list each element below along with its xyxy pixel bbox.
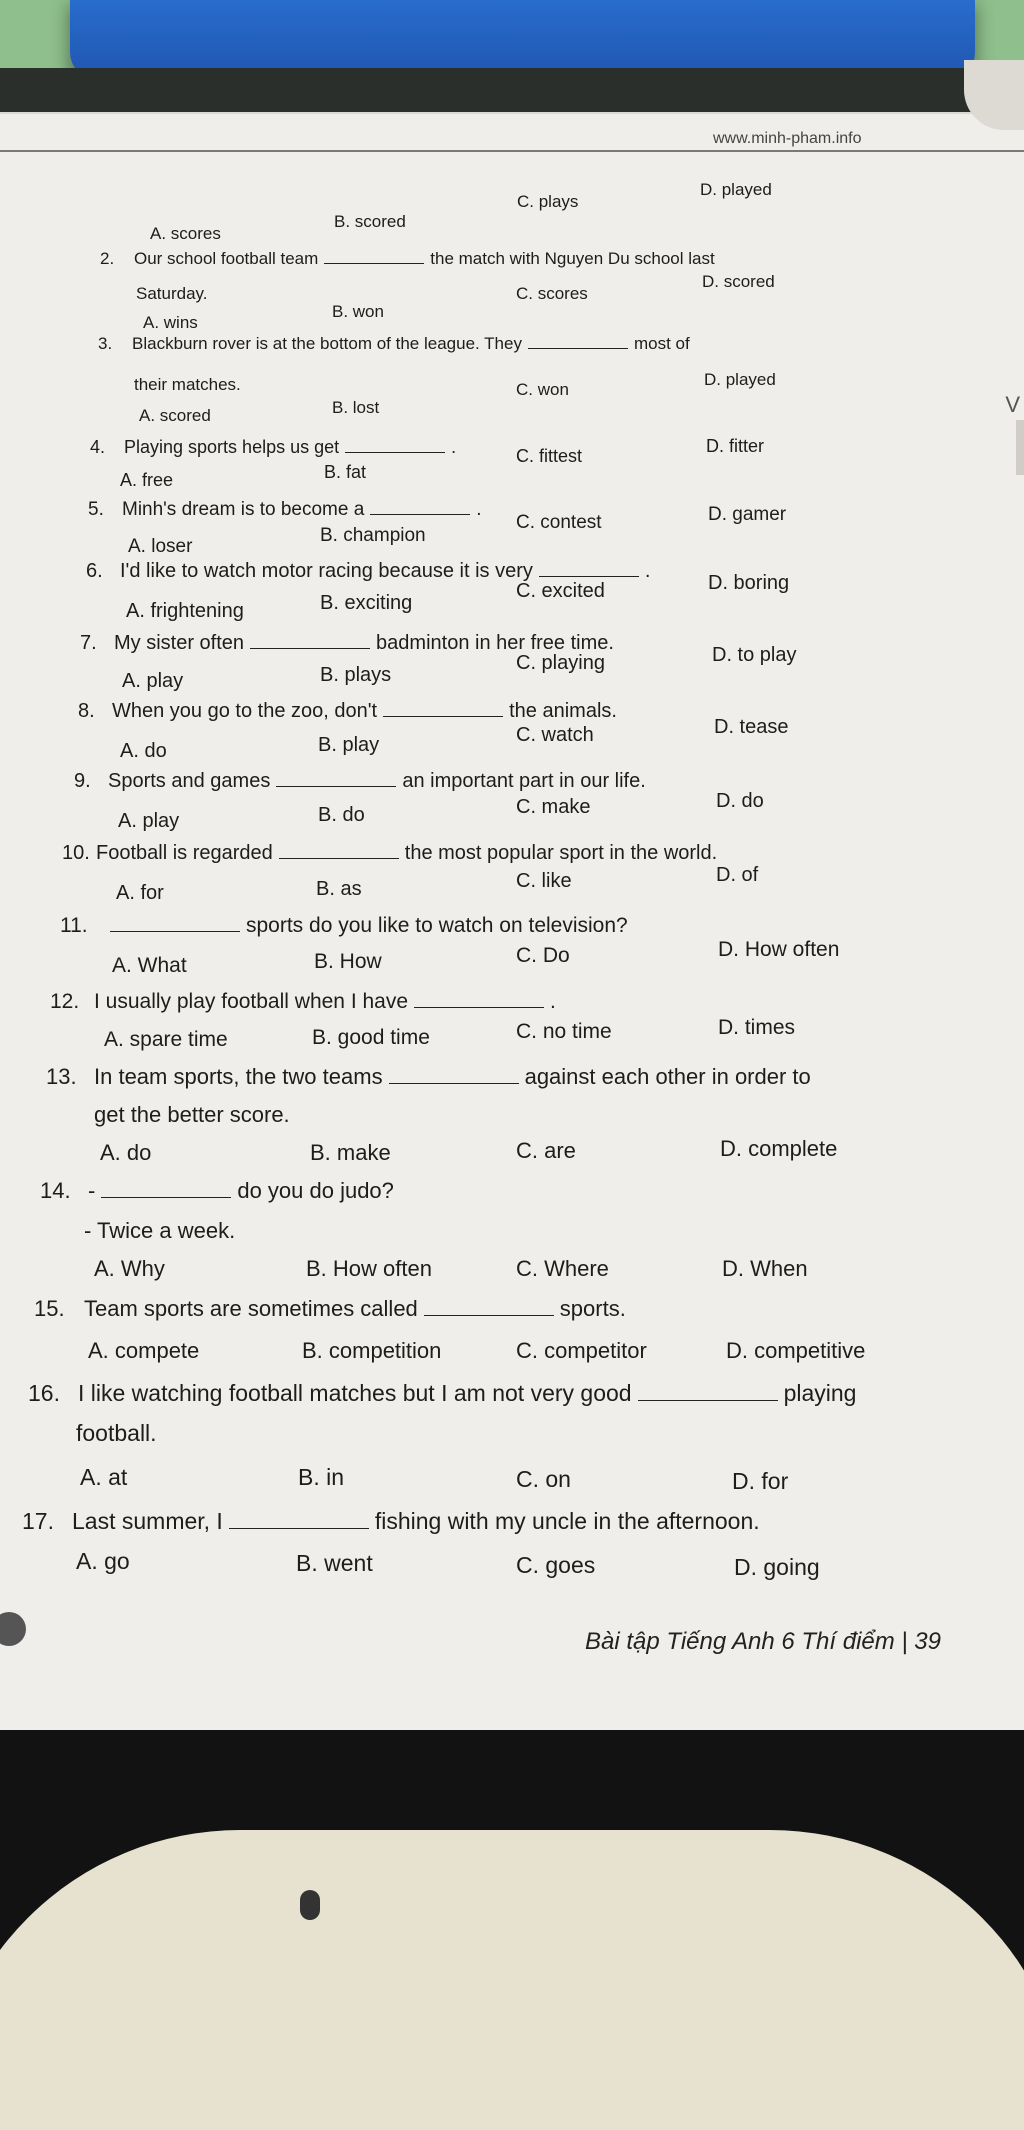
question-2-cont: Saturday.	[136, 284, 208, 303]
q13-option-d: D. complete	[720, 1136, 838, 1161]
q10-option-a: A. for	[116, 882, 164, 904]
q5-option-c: C. contest	[516, 512, 602, 533]
q2-option-d: D. scored	[702, 272, 775, 291]
q4-option-c: C. fittest	[516, 446, 583, 466]
page-footer: Bài tập Tiếng Anh 6 Thí điểm | 39	[585, 1628, 942, 1655]
q8-option-d: D. tease	[714, 716, 789, 738]
q11-option-d: D. How often	[718, 938, 840, 961]
q1-option-c: C. plays	[517, 192, 579, 211]
question-3: 3. Blackburn rover is at the bottom of the league. They most of	[98, 334, 690, 353]
q13-option-a: A. do	[100, 1140, 152, 1165]
q7-option-a: A. play	[122, 670, 184, 692]
q6-option-a: A. frightening	[126, 600, 244, 622]
q3-option-c: C. won	[516, 380, 569, 399]
q7-option-d: D. to play	[712, 644, 797, 666]
q15-option-b: B. competition	[302, 1338, 442, 1363]
question-15: 15. Team sports are sometimes called sports.	[34, 1296, 626, 1321]
header-rule	[0, 150, 1024, 152]
q15-option-d: D. competitive	[726, 1338, 866, 1363]
answer-blank[interactable]	[276, 770, 396, 787]
question-12: 12. I usually play football when I have .	[50, 990, 556, 1013]
answer-blank[interactable]	[110, 915, 240, 932]
q1-option-b: B. scored	[334, 212, 406, 231]
answer-blank[interactable]	[539, 560, 639, 577]
q15-option-a: A. compete	[88, 1338, 200, 1363]
q10-option-c: C. like	[516, 870, 572, 892]
q5-option-a: A. loser	[128, 536, 193, 557]
q6-option-d: D. boring	[708, 572, 790, 594]
q5-option-b: B. champion	[320, 525, 426, 546]
question-2: 2. Our school football team the match with Nguyen Du school last	[100, 249, 715, 268]
q17-option-a: A. go	[76, 1548, 130, 1574]
answer-blank[interactable]	[638, 1384, 778, 1401]
q1-option-a: A. scores	[150, 224, 221, 243]
q10-option-b: B. as	[316, 878, 362, 900]
q3-option-b: B. lost	[332, 398, 380, 417]
q16-option-d: D. for	[732, 1468, 789, 1494]
q12-option-c: C. no time	[516, 1020, 612, 1043]
answer-blank[interactable]	[250, 632, 370, 649]
question-4: 4. Playing sports helps us get .	[90, 437, 457, 457]
question-11: 11. sports do you like to watch on television?	[60, 914, 628, 937]
q17-option-d: D. going	[734, 1554, 820, 1580]
q3-option-d: D. played	[704, 370, 776, 389]
q14-option-d: D. When	[722, 1256, 808, 1281]
answer-blank[interactable]	[345, 436, 445, 453]
q11-option-c: C. Do	[516, 944, 570, 967]
cloth-surface	[0, 1830, 1024, 2130]
question-8: 8. When you go to the zoo, don't the animals.	[78, 700, 617, 722]
q16-option-b: B. in	[298, 1464, 345, 1490]
q2-option-b: B. won	[332, 302, 384, 321]
answer-blank[interactable]	[383, 700, 503, 717]
q9-option-c: C. make	[516, 796, 591, 818]
q4-option-b: B. fat	[324, 462, 367, 482]
answer-blank[interactable]	[101, 1181, 231, 1198]
q12-option-d: D. times	[718, 1016, 796, 1039]
q8-option-a: A. do	[120, 740, 167, 762]
q13-option-c: C. are	[516, 1138, 576, 1163]
website-label: www.minh-pham.info	[713, 130, 862, 147]
q5-option-d: D. gamer	[708, 504, 787, 525]
question-16-cont: football.	[76, 1420, 157, 1446]
q11-option-b: B. How	[314, 950, 382, 973]
q16-option-a: A. at	[80, 1464, 128, 1490]
q12-option-a: A. spare time	[104, 1028, 228, 1051]
answer-blank[interactable]	[324, 247, 424, 264]
question-14: 14. - do you do judo?	[40, 1178, 394, 1203]
margin-bar	[1016, 420, 1024, 475]
q14-option-a: A. Why	[94, 1256, 165, 1281]
q13-option-b: B. make	[310, 1140, 391, 1165]
question-3-cont: their matches.	[134, 375, 241, 394]
question-7: 7. My sister often badminton in her free time.	[80, 632, 614, 654]
q4-option-a: A. free	[120, 470, 174, 490]
q16-option-c: C. on	[516, 1466, 571, 1492]
margin-mark: V	[1005, 392, 1020, 417]
q2-option-c: C. scores	[516, 284, 588, 303]
question-13-cont: get the better score.	[94, 1102, 290, 1127]
q9-option-a: A. play	[118, 810, 180, 832]
question-10: 10. Football is regarded the most popular sport in the world.	[62, 842, 718, 864]
question-16: 16. I like watching football matches but I am not very good playing	[28, 1380, 857, 1406]
q14-option-b: B. How often	[306, 1256, 432, 1281]
question-6: 6. I'd like to watch motor racing because it is very .	[86, 560, 651, 582]
button-dot	[300, 1890, 320, 1920]
q1-option-d: D. played	[700, 180, 772, 199]
q8-option-c: C. watch	[516, 724, 594, 746]
question-9: 9. Sports and games an important part in our life.	[74, 770, 646, 792]
q10-option-d: D. of	[716, 864, 759, 886]
q11-option-a: A. What	[112, 954, 187, 977]
question-5: 5. Minh's dream is to become a .	[88, 499, 482, 520]
q6-option-b: B. exciting	[320, 592, 413, 614]
q9-option-d: D. do	[716, 790, 764, 812]
answer-blank[interactable]	[528, 332, 628, 349]
q2-option-a: A. wins	[143, 313, 198, 332]
answer-blank[interactable]	[229, 1512, 369, 1529]
q17-option-c: C. goes	[516, 1552, 596, 1578]
answer-blank[interactable]	[370, 498, 470, 515]
q6-option-c: C. excited	[516, 580, 605, 602]
q7-option-b: B. plays	[320, 664, 392, 686]
q17-option-b: B. went	[296, 1550, 373, 1576]
question-14-cont: - Twice a week.	[84, 1218, 236, 1243]
q3-option-a: A. scored	[139, 406, 211, 425]
answer-blank[interactable]	[279, 842, 399, 859]
answer-blank[interactable]	[424, 1299, 554, 1316]
question-13: 13. In team sports, the two teams against each other in order to	[46, 1064, 811, 1089]
question-17: 17. Last summer, I fishing with my uncle in the afternoon.	[22, 1508, 760, 1534]
q4-option-d: D. fitter	[706, 436, 765, 456]
q12-option-b: B. good time	[312, 1026, 430, 1049]
q14-option-c: C. Where	[516, 1256, 609, 1281]
answer-blank[interactable]	[414, 991, 544, 1008]
q8-option-b: B. play	[318, 734, 380, 756]
q15-option-c: C. competitor	[516, 1338, 647, 1363]
q7-option-c: C. playing	[516, 652, 605, 674]
answer-blank[interactable]	[389, 1067, 519, 1084]
q9-option-b: B. do	[318, 804, 365, 826]
